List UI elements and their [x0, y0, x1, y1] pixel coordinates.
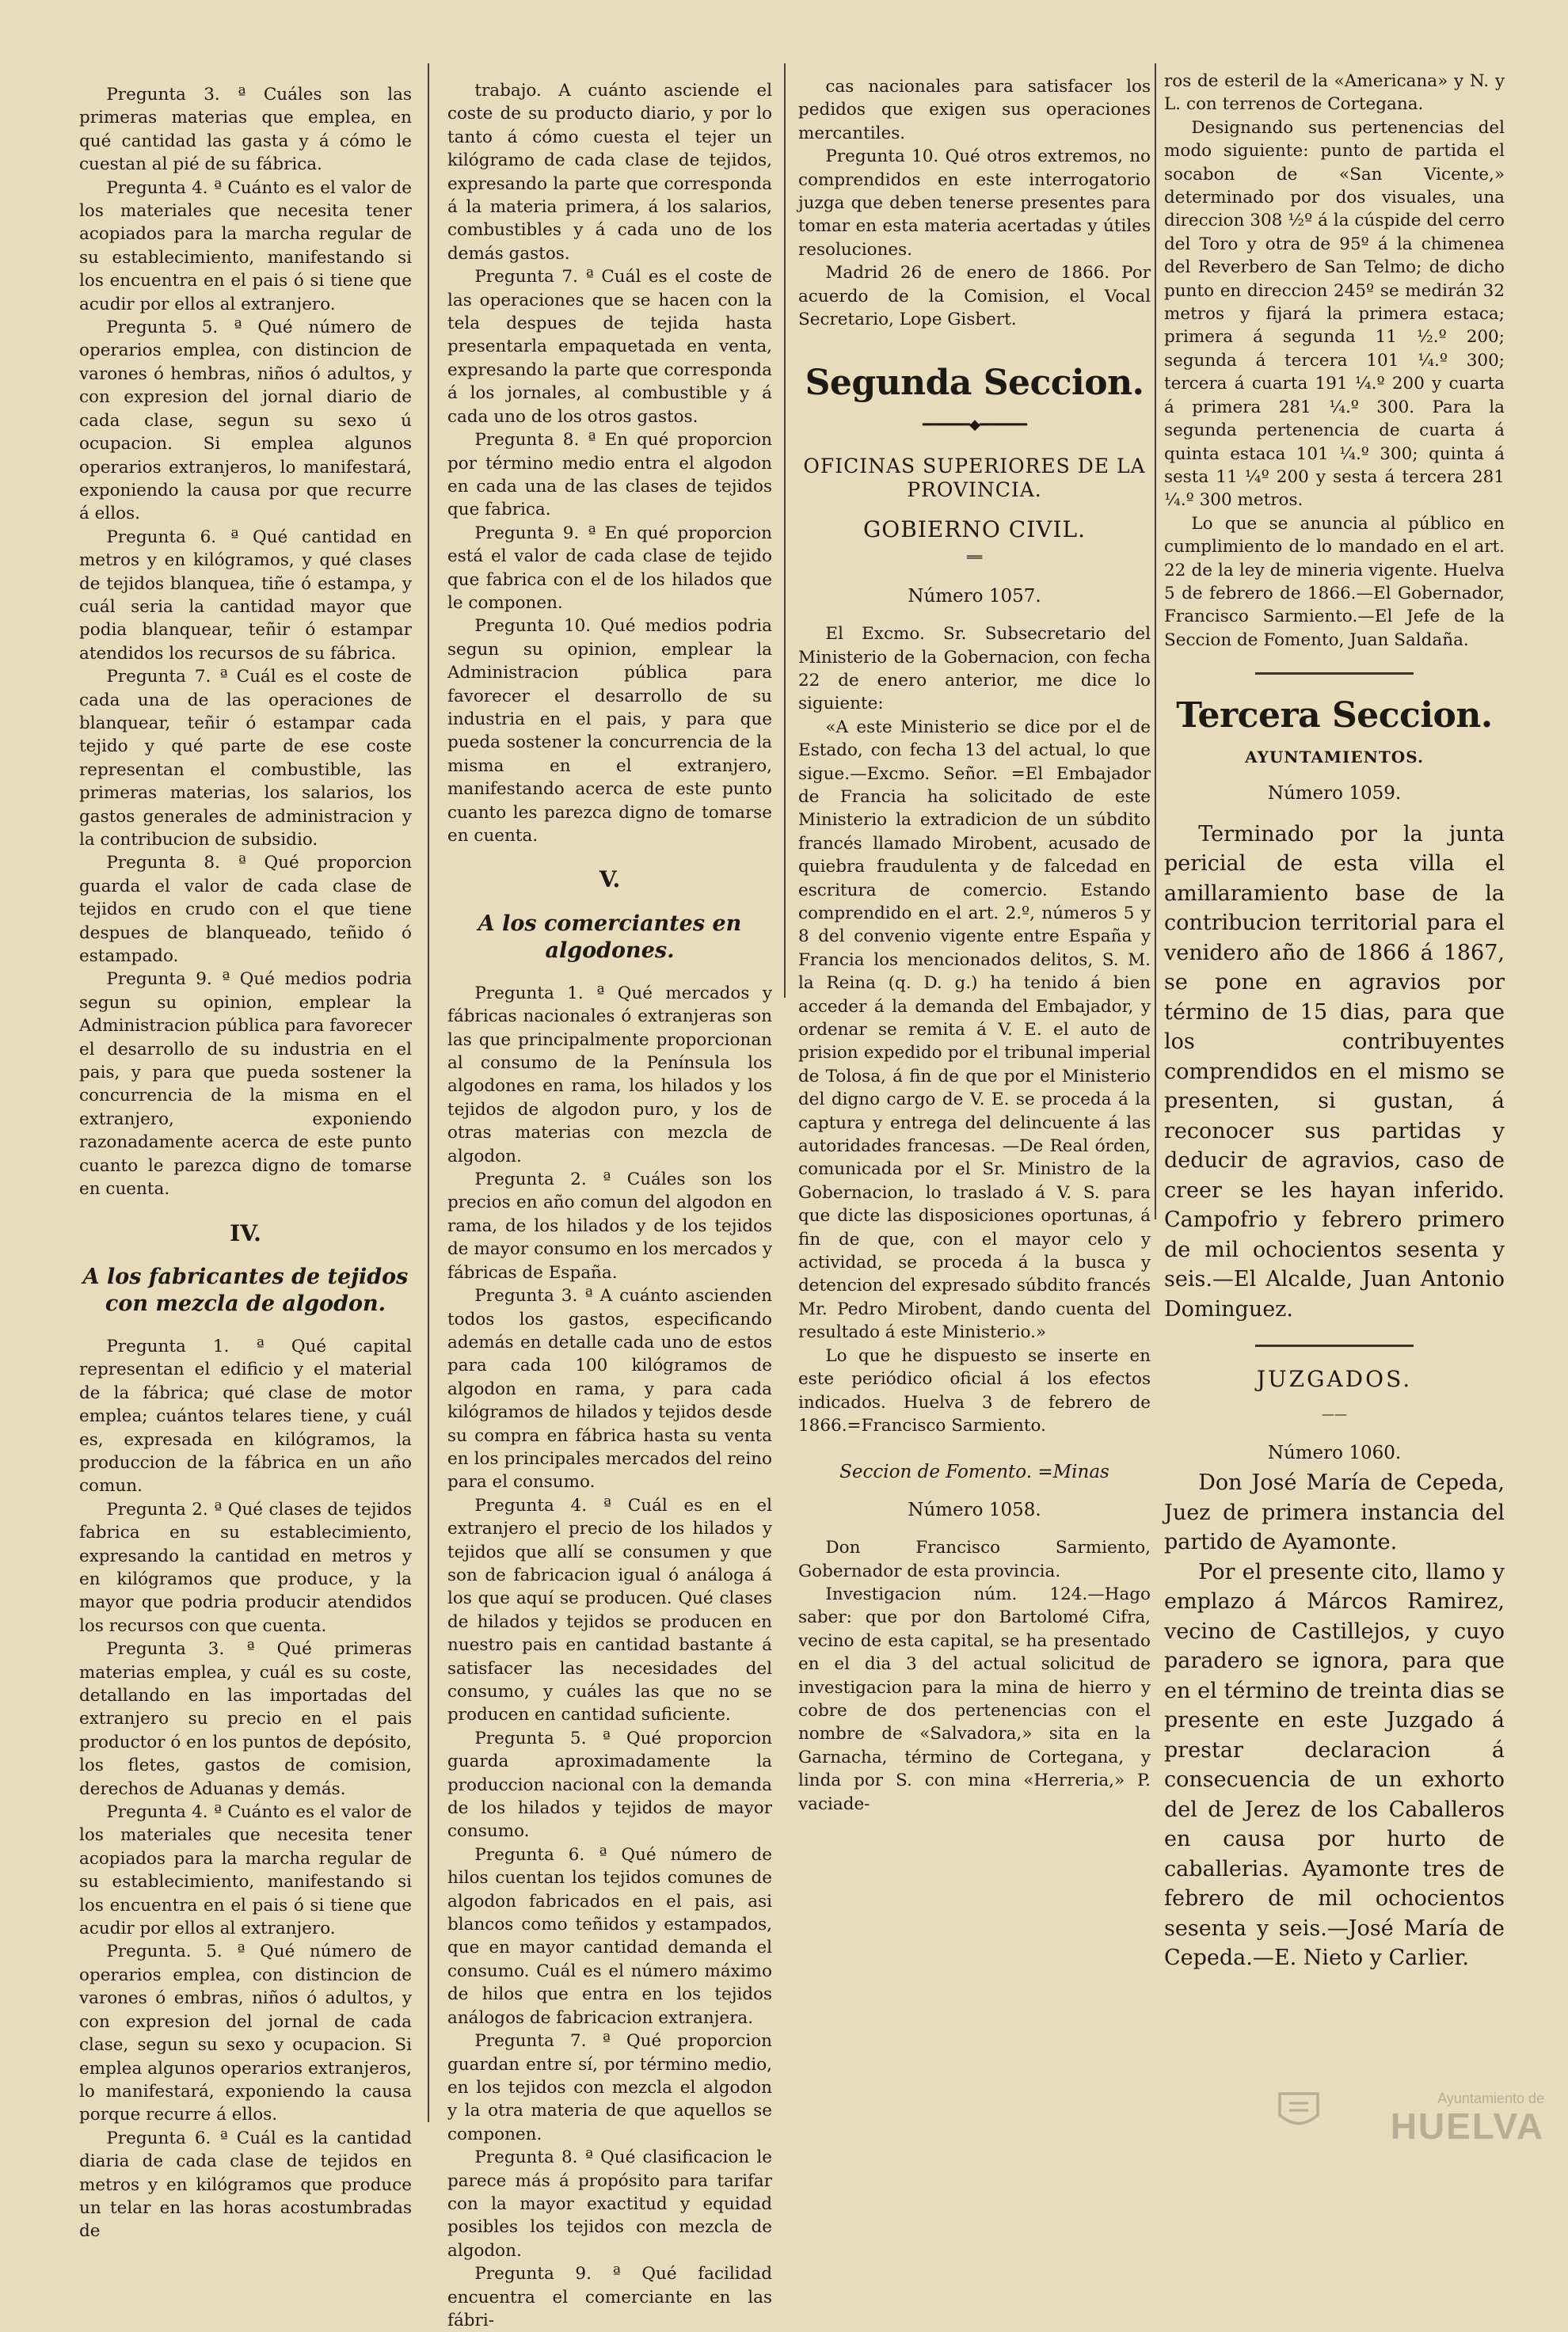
crest-icon: [1275, 2083, 1323, 2138]
paragraph: Pregunta 9. ª En qué proporcion está el valor de cada clase de tejido que fabrica con el de los hilados que le componen.: [447, 523, 772, 613]
paragraph: Pregunta 9. ª Qué facilidad encuentra el comerciante en las fábri-: [447, 2264, 772, 2330]
paragraph: cas nacionales para satisfacer los pedidos que exigen sus operaciones mercantiles.: [798, 77, 1151, 143]
paragraph: Pregunta 6. ª Qué cantidad en metros y en kilógramos, y qué clases de tejidos blanquea, tiñe ó estampa, y cuál seria la cantidad mayor que podia blanquear, teñir ó estampar atendidos los recursos de su fábrica.: [79, 527, 412, 664]
section-subheading: A los comerciantes en algodones.: [478, 911, 742, 963]
paragraph: Pregunta 8. ª En qué proporcion por término medio entra el algodon en cada una de las clases de tejidos que fabrica.: [447, 430, 772, 520]
heading: OFICINAS SUPERIORES DE LA PROVINCIA.: [803, 454, 1146, 501]
paragraph: Pregunta 7. ª Qué proporcion guardan entre sí, por término medio, en los tejidos con mezcla el algodon y la otra materia de que aquellos se componen.: [447, 2031, 772, 2144]
watermark-line: Ayuntamiento de: [1437, 2090, 1544, 2106]
paragraph: Pregunta 8. ª Qué proporcion guarda el valor de cada clase de tejidos en crudo con el que tiene despues de blanqueado, teñido ó estampado.: [79, 853, 412, 967]
paragraph: Pregunta 6. ª Cuál es la cantidad diaria de cada clase de tejidos en metros y en kilógramos que produce un telar en las horas acostumbradas de: [79, 2128, 412, 2242]
divider: ——: [1322, 1406, 1347, 1422]
section-title: Tercera Seccion.: [1176, 695, 1493, 736]
notice-number: Número 1058.: [908, 1499, 1041, 1520]
paragraph: Pregunta 8. ª Qué clasificacion le parece más á propósito para tarifar con la mayor exactitud y equidad posibles los tejidos con mezcla de algodon.: [447, 2147, 772, 2261]
column-rule: [1155, 63, 1156, 1219]
divider: [1255, 672, 1414, 675]
paragraph: Pregunta. 5. ª Qué número de operarios emplea, con distincion de varones ó embras, niños ó adultos, y con expresion del jornal de cada clase, segun su sexo y ocupacion. Si emplea algunos operarios extranjeros, lo manifestará, exponiendo la causa porque recurre á ellos.: [79, 1942, 412, 2125]
paragraph: Madrid 26 de enero de 1866. Por acuerdo de la Comision, el Vocal Secretario, Lope Gisbert.: [798, 263, 1151, 330]
paragraph: Lo que he dispuesto se inserte en este periódico oficial á los efectos indicados. Huelva 3 de febrero de 1866.=Francisco Sarmiento.: [798, 1345, 1151, 1436]
paragraph: trabajo. A cuánto asciende el coste de su producto diario, y por lo tanto á cómo cuesta el tejer un kilógramo de cada clase de tejidos, expresando la parte que corresponda á la materia primera, á los salarios, combustibles y á cada uno de los demás gastos.: [447, 81, 772, 264]
paragraph: Pregunta 10. Qué otros extremos, no comprendidos en este interrogatorio juzga que deben tenerse presentes para tomar en esta materia acertadas y útiles resoluciones.: [798, 146, 1151, 260]
section-title: Segunda Seccion.: [805, 363, 1144, 404]
notice-number: Número 1059.: [1267, 782, 1402, 804]
archive-watermark: [1307, 2090, 1544, 2145]
paragraph: Pregunta 4. ª Cuánto es el valor de los materiales que necesita tener acopiados para la marcha regular de su establecimiento, manifestando si los encuentra en el pais ó si tiene que acudir por ellos al extranjero.: [79, 177, 412, 314]
notice-number: Número 1057.: [908, 585, 1041, 607]
ornament-divider: ━━━━━━◆━━━━━━: [923, 417, 1026, 434]
paragraph: Pregunta 5. ª Qué proporcion guarda aproximadamente la produccion nacional con la demanda de los hilados y tejidos de mayor consumo.: [447, 1728, 772, 1842]
column-3: [798, 75, 1151, 1816]
paragraph: Pregunta 1. ª Qué capital representan el edificio y el material de la fábrica; qué clase de motor emplea; cuántos telares tiene, y cuál es, expresada en kilógramos, la produccion de la fábrica en un año comun.: [79, 1336, 412, 1497]
watermark-line: HUELVA: [1390, 2106, 1544, 2147]
paragraph: Pregunta 7. ª Cuál es el coste de las operaciones que se hacen con la tela despues de tejida hasta presentarla empaquetada en venta, expresando la parte que corresponda á los jornales, al combustible y á cada uno de los otros gastos.: [447, 267, 772, 427]
paragraph: Don José María de Cepeda, Juez de primera instancia del partido de Ayamonte.: [1164, 1470, 1505, 1555]
heading: AYUNTAMIENTOS.: [1245, 748, 1424, 767]
paragraph: Pregunta 6. ª Qué número de hilos cuentan los tejidos comunes de algodon fabricados en el pais, asi blancos como teñidos y estampados, que en mayor cantidad demanda el consumo. Cuál es el número máximo de hilos que entra en los tejidos análogos de fabricacion extranjera.: [447, 1844, 772, 2028]
section-number: V.: [599, 866, 621, 893]
paragraph: Terminado por la junta pericial de esta villa el amillaramiento base de la contribucion territorial para el venidero año de 1866 á 1867, se pone en agravios por término de 15 dias, para que los contribuyentes comprendidos en el mismo se presenten, si gustan, á reconocer sus partidas y deducir de agravios, caso de creer se les hayan inferido. Campofrio y febrero primero de mil ochocientos sesenta y seis.—El Alcalde, Juan Antonio Dominguez.: [1164, 821, 1505, 1322]
paragraph: «A este Ministerio se dice por el de Estado, con fecha 13 del actual, lo que sigue.—Excmo. Señor. =El Embajador de Francia ha solicitado de este Ministerio la extradicion de un súbdito francés llamado Mirobent, acusado de quiebra fraudulenta y de falcedad en escritura de comercio. Estando comprendido en el art. 2.º, números 5 y 8 del convenio vigente entre España y Francia los mencionados delitos, S. M. la Reina (q. D. g.) ha tenido á bien acceder á la demanda del Embajador, y ordenar se remita á V. E. el auto de prision expedido por el tribunal imperial de Tolosa, á fin de que por el Ministerio del digno cargo de V. E. se proceda á la captura y entrega del delincuente á las autoridades francesas. —De Real órden, comunicada por el Sr. Ministro de la Gobernacion, lo traslado á V. S. para que dicte las disposiciones oportunas, á fin de que, con el mayor celo y actividad, se proceda á la busca y detencion del expresado súbdito francés Mr. Pedro Mirobent, dando cuenta del resultado á este Ministerio.»: [798, 717, 1151, 1343]
paragraph: Designando sus pertenencias del modo siguiente: punto de partida el socabon de «San Vicente,» determinado por dos visuales, una direccion 308 ½º á la cúspide del cerro del Toro y otra de 95º á la chimenea del Reverbero de San Telmo; de dicho punto en direccion 245º se medirán 32 metros y fijará la primera estaca; primera á segunda 11 ½.º 200; segunda á tercera 101 ¼.º 300; tercera á cuarta 191 ¼.º 200 y cuarta á primera 281 ¼.º 300. Para la segunda pertenencia de cuarta á quinta estaca 101 ¼.º 300; quinta á sesta 11 ¼º 200 y sesta á tercera 281 ¼.º 300 metros.: [1164, 117, 1505, 511]
paragraph: Pregunta 10. Qué medios podria segun su opinion, emplear la Administracion pública para favorecer el desarrollo de su industria en el pais, y para que pueda sostener la concurrencia de la misma en el extranjero, manifestando acerca de este punto cuanto les parezca digno de tomarse en cuenta.: [447, 616, 772, 846]
paragraph: Pregunta 3. ª A cuánto ascienden todos los gastos, especificando además en detalle cada uno de estos para cada 100 kilógramos de algodon en rama, y para cada kilógramos de hilados y tejidos desde su compra en fábrica hasta su venta en los principales mercados del reino para el consumo.: [447, 1286, 772, 1493]
section-subheading: A los fabricantes de tejidos con mezcla de algodon.: [82, 1264, 409, 1316]
paragraph: Pregunta 4. ª Cuánto es el valor de los materiales que necesita tener acopiados para la marcha regular de su establecimiento, manifestando si los encuentra en el pais ó si tiene que acudir por ellos al extranjero.: [79, 1802, 412, 1939]
divider: ══: [966, 550, 983, 565]
paragraph: Por el presente cito, llamo y emplazo á Márcos Ramirez, vecino de Castillejos, y cuyo paradero se ignora, para que en el término de treinta dias se presente en este Juzgado á prestar declaracion á consecuencia de un exhorto del de Jerez de los Caballeros en causa por hurto de caballerias. Ayamonte tres de febrero de mil ochocientos sesenta y seis.—José María de Cepeda.—E. Nieto y Carlier.: [1164, 1559, 1505, 1971]
paragraph: Pregunta 3. ª Cuáles son las primeras materias que emplea, en qué cantidad las gasta y á cómo le cuestan al pié de su fábrica.: [79, 85, 412, 175]
heading: GOBIERNO CIVIL.: [862, 515, 1087, 542]
paragraph: Pregunta 2. ª Qué clases de tejidos fabrica en su establecimiento, expresando la cantidad en metros y en kilógramos que produce, y la mayor que podria producir atendidos los recursos con que cuenta.: [79, 1499, 412, 1636]
paragraph: Pregunta 2. ª Cuáles son los precios en año comun del algodon en rama, de los hilados y de los tejidos de mayor consumo en los mercados y fábricas de España.: [447, 1170, 772, 1283]
section-number: IV.: [230, 1219, 261, 1246]
paragraph: Pregunta 9. ª Qué medios podria segun su opinion, emplear la Administracion pública para favorecer el desarrollo de su industria en el pais, y para que pueda sostener la concurrencia de la misma en el extranjero, exponiendo razonadamente acerca de este punto cuanto le parezca digno de tomarse en cuenta.: [79, 969, 412, 1200]
column-1: [79, 83, 412, 2243]
paragraph: El Excmo. Sr. Subsecretario del Ministerio de la Gobernacion, con fecha 22 de enero anterior, me dice lo siguiente:: [798, 624, 1151, 714]
paragraph: Don Francisco Sarmiento, Gobernador de esta provincia.: [798, 1538, 1151, 1581]
paragraph: Investigacion núm. 124.—Hago saber: que por don Bartolomé Cifra, vecino de esta capital, se ha presentado en el dia 3 del actual solicitud de investigacion para la mina de hierro y cobre de dos pertenencias con el nombre de «Salvadora,» sita en la Garnacha, término de Cortegana, y linda por S. con mina «Herreria,» P. vaciade-: [798, 1584, 1151, 1814]
paragraph: ros de esteril de la «Americana» y N. y L. con terrenos de Cortegana.: [1164, 71, 1505, 115]
column-2: [447, 79, 772, 2332]
paragraph: Lo que se anuncia al público en cumplimiento de lo mandado en el art. 22 de la ley de mineria vigente. Huelva 5 de febrero de 1866.—El Gobernador, Francisco Sarmiento.—El Jefe de la Seccion de Fomento, Juan Saldaña.: [1164, 513, 1505, 650]
column-rule: [428, 63, 429, 2122]
column-rule: [784, 63, 786, 998]
paragraph: Pregunta 7. ª Cuál es el coste de cada una de las operaciones de blanquear, teñir ó estampar cada tejido y qué parte de ese coste representan el combustible, las primeras materias, los salarios, los gastos generales de administracion y la contribucion de subsidio.: [79, 667, 412, 850]
paragraph: Pregunta 3. ª Qué primeras materias emplea, y cuál es su coste, detallando en las importadas del extranjero su precio en el pais productor ó en los puntos de depósito, los fletes, gastos de comision, derechos de Aduanas y demás.: [79, 1639, 412, 1799]
paragraph: Pregunta 4. ª Cuál es en el extranjero el precio de los hilados y tejidos que allí se consumen y que son de fabricacion igual ó análoga á los que aquí se producen. Qué clases de hilados y tejidos se producen en nuestro pais en cantidad bastante á satisfacer las necesidades del consumo, y cuáles las que no se producen en cantidad suficiente.: [447, 1495, 772, 1725]
column-4: [1164, 70, 1505, 1973]
subsection-heading: Seccion de Fomento. =Minas: [839, 1462, 1109, 1483]
divider: [1255, 1345, 1414, 1347]
paragraph: Pregunta 1. ª Qué mercados y fábricas nacionales ó extranjeras son las que principalmente proporcionan al consumo de la Península los algodones en rama, los hilados y los tejidos de algodon puro, y los de otras materias con mezcla de algodon.: [447, 983, 772, 1166]
heading: JUZGADOS.: [1256, 1366, 1413, 1393]
paragraph: Pregunta 5. ª Qué número de operarios emplea, con distincion de varones ó hembras, niños ó adultos, y con expresion del jornal diario de cada clase, segun su sexo ú ocupacion. Si emplea algunos operarios extranjeros, lo manifestará, exponiendo la causa por que recurre á ellos.: [79, 318, 412, 524]
notice-number: Número 1060.: [1267, 1442, 1402, 1463]
